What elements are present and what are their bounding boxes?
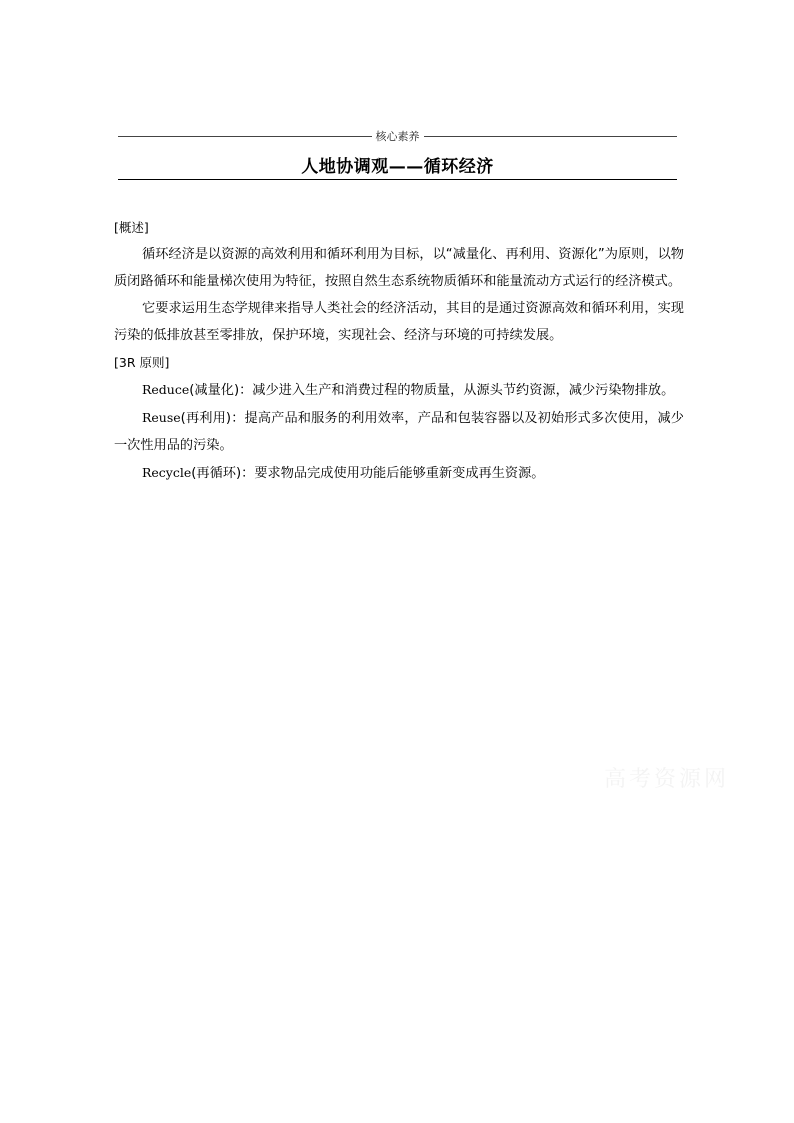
principle-reuse-desc: ：提高产品和服务的利用效率，产品和包装容器以及初始形式多次使用，减少一次性用品的污染。 bbox=[114, 411, 684, 453]
principle-reduce-label: (减量化) bbox=[189, 383, 240, 398]
principle-reuse-term: Reuse bbox=[142, 410, 181, 425]
principle-reduce-term: Reduce bbox=[142, 382, 190, 397]
section-label: 核心素养 bbox=[375, 130, 420, 143]
watermark: 高考资源网 bbox=[604, 767, 730, 792]
principle-reuse-label: (再利用) bbox=[180, 411, 232, 426]
document-body bbox=[114, 214, 684, 487]
overview-paragraph-1: 循环经济是以资源的高效利用和循环利用为目标，以“减量化、再利用、资源化”为原则，以物质闭路循环和能量梯次使用为特征，按照自然生态系统物质循环和能量流动方式运行的经济模式。 bbox=[114, 247, 684, 289]
principle-recycle-term: Recycle bbox=[142, 465, 192, 480]
page-title: 人地协调观——循环经济 bbox=[301, 157, 494, 177]
overview-heading: [概述] bbox=[114, 220, 149, 235]
principle-reuse bbox=[114, 404, 684, 459]
section-header bbox=[118, 127, 677, 145]
header-line-left bbox=[118, 136, 372, 137]
principles-heading: [3R 原则] bbox=[114, 355, 170, 370]
principle-reduce bbox=[114, 376, 684, 404]
title-underline bbox=[118, 179, 677, 180]
principle-recycle-label: (再循环) bbox=[191, 466, 242, 481]
overview-paragraph-2: 它要求运用生态学规律来指导人类社会的经济活动，其目的是通过资源高效和循环利用，实现污染的低排放甚至零排放，保护环境，实现社会、经济与环境的可持续发展。 bbox=[114, 301, 684, 343]
header-line-right bbox=[424, 136, 678, 137]
principle-recycle bbox=[114, 459, 684, 487]
principle-recycle-desc: ：要求物品完成使用功能后能够重新变成再生资源。 bbox=[241, 466, 545, 481]
principle-reduce-desc: ：减少进入生产和消费过程的物质量，从源头节约资源，减少污染物排放。 bbox=[239, 383, 675, 398]
